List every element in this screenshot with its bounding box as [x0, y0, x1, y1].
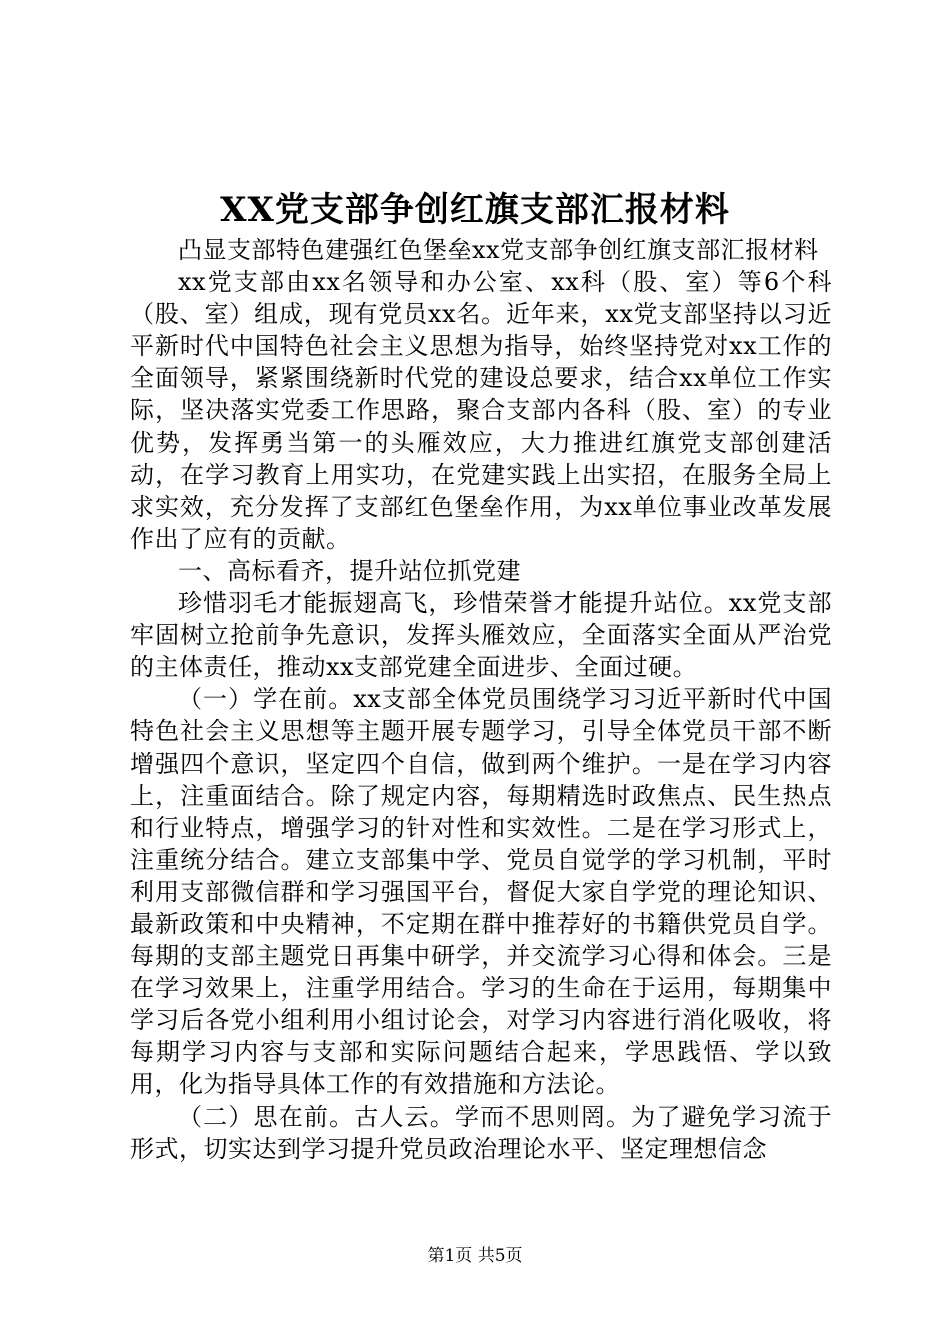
paragraph-subsection-2: （二）思在前。古人云。学而不思则罔。为了避免学习流于形式，切实达到学习提升党员政治理论水平、坚定理想信念	[130, 1102, 832, 1163]
section-heading-1: 一、高标看齐，提升站位抓党建	[178, 556, 521, 585]
page-number-footer: 第1页 共5页	[427, 1246, 523, 1266]
paragraph-intro: xx党支部由xx名领导和办公室、xx科（股、室）等6个科（股、室）组成，现有党员xx名。近年来，xx党支部坚持以习近平新时代中国特色社会主义思想为指导，始终坚持党对xx工作的全面领导，紧紧围绕新时代党的建设总要求，结合xx单位工作实际，坚决落实党委工作思路，聚合支部内各科（股、室）的专业优势，发挥勇当第一的头雁效应，大力推进红旗党支部创建活动，在学习教育上用实功，在党建实践上出实招，在服务全局上求实效，充分发挥了支部红色堡垒作用，为xx单位事业改革发展作出了应有的贡献。	[130, 268, 832, 553]
document-body	[130, 234, 832, 1165]
paragraph-section-1: 珍惜羽毛才能振翅高飞，珍惜荣誉才能提升站位。xx党支部牢固树立抢前争先意识，发挥头雁效应，全面落实全面从严治党的主体责任，推动xx支部党建全面进步、全面过硬。	[130, 589, 832, 682]
paragraph-subsection-1: （一）学在前。xx支部全体党员围绕学习习近平新时代中国特色社会主义思想等主题开展专题学习，引导全体党员干部不断增强四个意识，坚定四个自信，做到两个维护。一是在学习内容上，注重面结合。除了规定内容，每期精选时政焦点、民生热点和行业特点，增强学习的针对性和实效性。二是在学习形式上，注重统分结合。建立支部集中学、党员自觉学的学习机制，平时利用支部微信群和学习强国平台，督促大家自学党的理论知识、最新政策和中央精神，不定期在群中推荐好的书籍供党员自学。每期的支部主题党日再集中研学，并交流学习心得和体会。三是在学习效果上，注重学用结合。学习的生命在于运用，每期集中学习后各党小组利用小组讨论会，对学习内容进行消化吸收，将每期学习内容与支部和实际问题结合起来，学思践悟、学以致用，化为指导具体工作的有效措施和方法论。	[130, 685, 832, 1099]
document-title: XX党支部争创红旗支部汇报材料	[220, 190, 730, 230]
paragraph-subtitle: 凸显支部特色建强红色堡垒xx党支部争创红旗支部汇报材料	[178, 236, 819, 264]
